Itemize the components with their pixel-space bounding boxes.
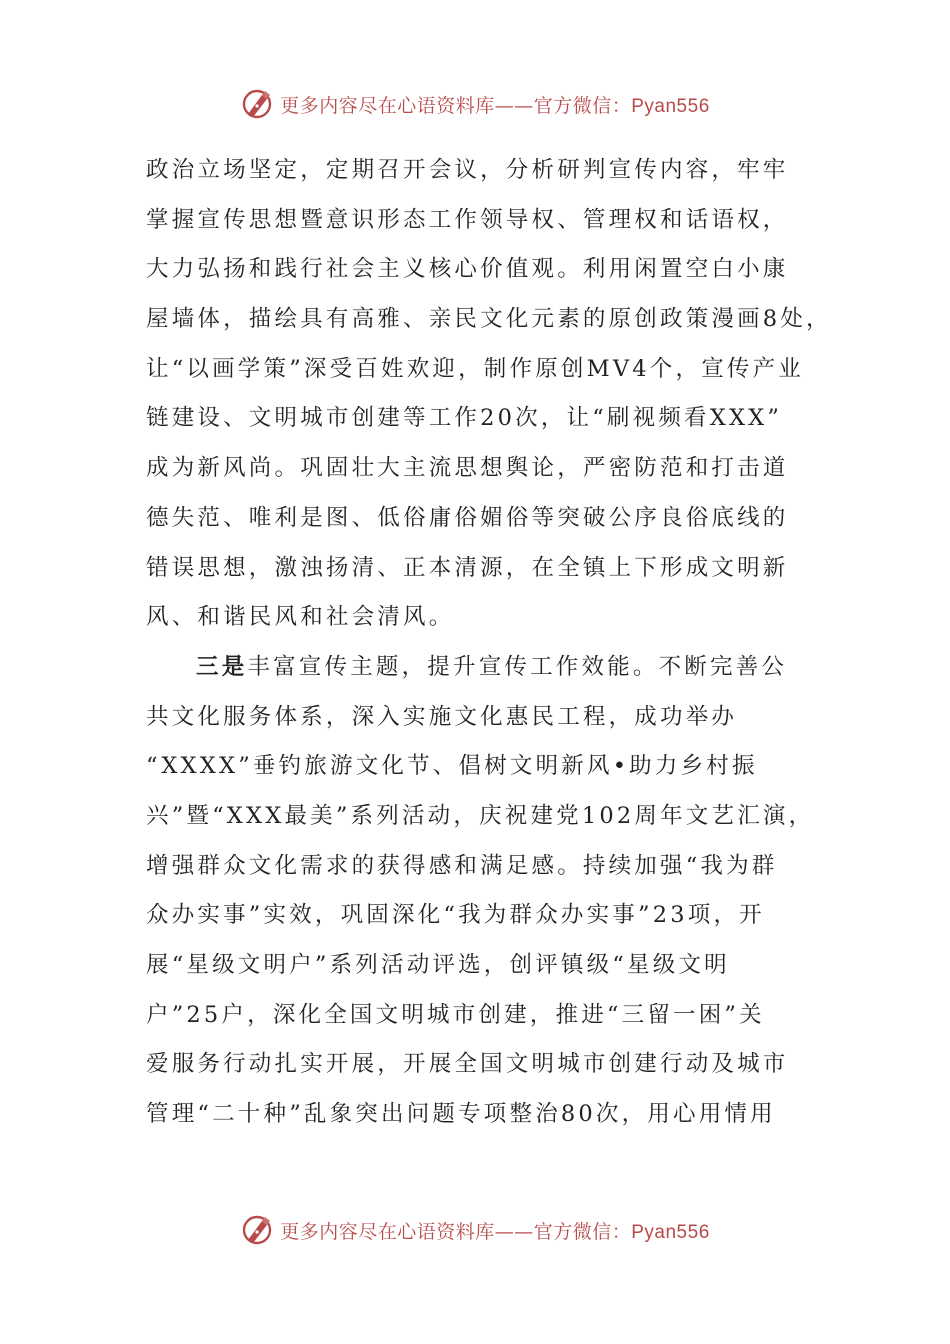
text-line: 增强群众文化需求的获得感和满足感。持续加强“我为群: [146, 852, 778, 879]
text-line: 展“星级文明户”系列活动评选，创评镇级“星级文明: [146, 952, 730, 978]
text-line: 丰富宣传主题，提升宣传工作效能。不断完善公: [247, 653, 788, 680]
text-line: 共文化服务体系，深入实施文化惠民工程，成功举办: [146, 703, 738, 730]
text-line: 错误思想，激浊扬清、正本清源，在全镇上下形成文明新: [146, 554, 789, 581]
text-line: 德失范、唯利是图、低俗庸俗媚俗等突破公序良俗底线的: [146, 504, 789, 531]
document-body: [146, 146, 836, 1140]
text-line: 让“以画学策”深受百姓欢迎，制作原创MV4个，宣传产业: [146, 355, 805, 382]
text-line: 户”25户，深化全国文明城市创建，推进“三留一困”关: [146, 1001, 765, 1028]
text-line: “XXXX”垂钓旅游文化节、倡树文明新风•助力乡村振: [146, 753, 758, 780]
text-line: 大力弘扬和践行社会主义核心价值观。利用闲置空白小康: [146, 256, 789, 283]
pen-nib-icon: [240, 1212, 276, 1248]
paragraph-first-line: [146, 643, 836, 693]
banner-text: 更多内容尽在心语资料库——官方微信：Pyan556: [280, 1220, 710, 1243]
text-line: 众办实事”实效，巩固深化“我为群众办实事”23项，开: [146, 902, 765, 929]
wechat-id: Pyan556: [631, 1221, 710, 1243]
paragraph-2: [146, 643, 836, 1140]
text-line: 风、和谐民风和社会清风。: [146, 604, 455, 631]
text-line: 成为新风尚。巩固壮大主流思想舆论，严密防范和打击道: [146, 455, 789, 482]
text-line: 爱服务行动扎实开展，开展全国文明城市创建行动及城市: [146, 1051, 789, 1078]
banner-text: 更多内容尽在心语资料库——官方微信：Pyan556: [280, 94, 710, 117]
text-line: 兴”暨“XXX最美”系列活动，庆祝建党102周年文艺汇演，: [146, 802, 815, 829]
text-line: 掌握宣传思想暨意识形态工作领导权、管理权和话语权，: [146, 206, 789, 233]
text-line: 链建设、文明城市创建等工作20次，让“刷视频看XXX”: [146, 405, 783, 432]
wechat-id: Pyan556: [631, 95, 710, 117]
pen-nib-icon: [240, 86, 276, 122]
text-line: 管理“二十种”乱象突出问题专项整治80次，用心用情用: [146, 1101, 776, 1128]
text-line: 屋墙体，描绘具有高雅、亲民文化元素的原创政策漫画8处，: [146, 306, 832, 333]
header-banner: [0, 84, 950, 124]
paragraph-1: [146, 146, 836, 643]
paragraph-lead: 三是: [196, 653, 248, 680]
footer-banner: [0, 1210, 950, 1250]
text-line: 政治立场坚定，定期召开会议，分析研判宣传内容，牢牢: [146, 157, 789, 183]
